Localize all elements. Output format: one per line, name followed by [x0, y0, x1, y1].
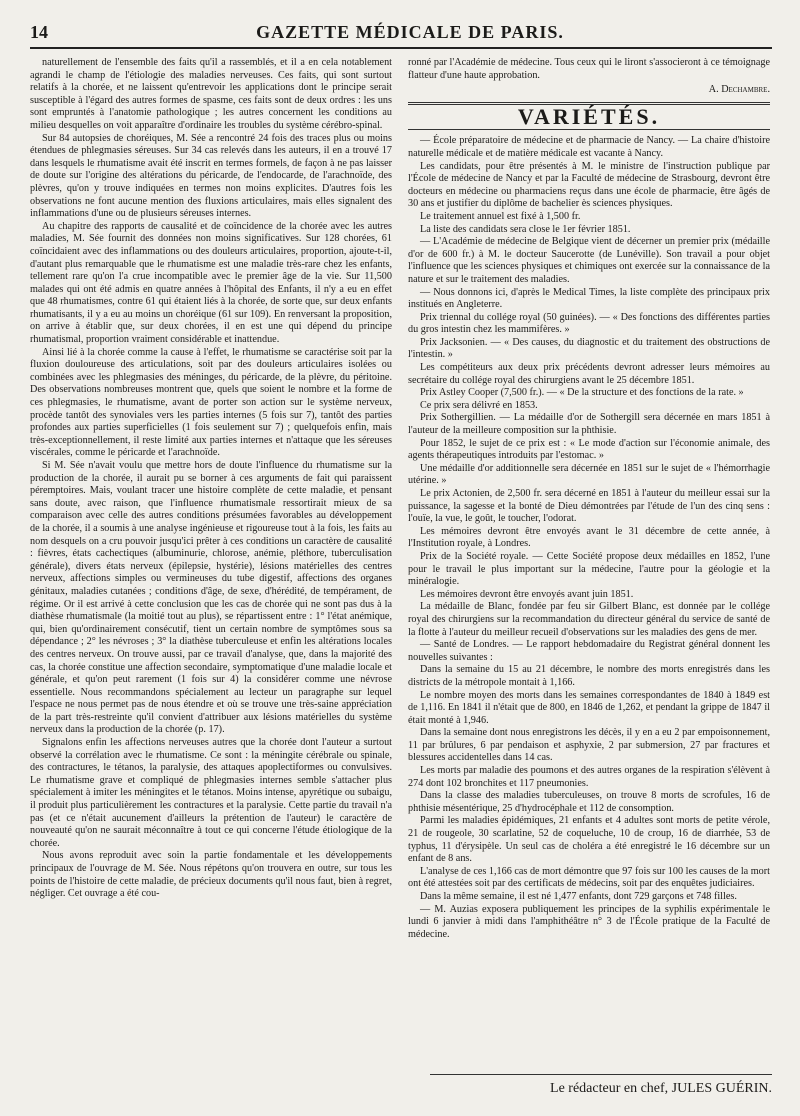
- paragraph: Prix Astley Cooper (7,500 fr.). — « De la structure et des fonctions de la rate. »: [420, 387, 744, 399]
- right-column: [408, 57, 770, 941]
- paragraph: Les candidats, pour être présentés à M. le ministre de l'instruction publique par l'École de médecine de Nancy et par la Faculté de médecine de Strasbourg, devront être docteurs en médecine ou pharmaciens reçus dans une école de pharmacie, être âgés de 30 ans et justifier du diplôme de bachelier ès sciences physiques.: [408, 160, 770, 210]
- page-number: 14: [30, 22, 48, 42]
- paragraph: naturellement de l'ensemble des faits qu'il a rassemblés, et il a en cela notablement agrandi le champ de l'étiologie des maladies nerveuses. Ces faits, qui sont surtout relatifs à la chorée, et ne laissent qu'entrevoir les applications dont le principe serait susceptible à l'égard des autres formes de spasme, ces faits sont de deux ordres : les uns sont empruntés à l'anatomie pathologique ; les autres concernent les conditions au milieu desquelles on voit apparaître d'ordinaire les troubles du système cérébro-spinal.: [30, 57, 392, 131]
- paragraph: Ainsi lié à la chorée comme la cause à l'effet, le rhumatisme se caractérise soit par la fluxion douloureuse des articulations, soit par des douleurs articulaires isolées ou combinées avec les phlegmasies des méninges, du péricarde, de la plèvre, du péritoine. Des observations nombreuses montrent que, quels que soient le nombre et la forme de ces phlegmasies, le rhumatisme, avant de porter son action sur le système nerveux, procède tantôt des synoviales vers les parties internes (5 fois sur 7), tantôt des parties profondes aux parties superficielles (1 fois seulement sur 7) ; quelquefois enfin, mais très-exceptionnellement, il reste limité aux parties internes et n'attaque que les séreuses viscérales, comme le péricarde et l'arachnoïde.: [30, 346, 392, 459]
- paragraph: Si M. Sée n'avait voulu que mettre hors de doute l'influence du rhumatisme sur la production de la chorée, il aurait pu se borner à ces arguments de fait qui paraissent péremptoires. Mais, voulant tracer une histoire complète de cette maladie, et pensant sans doute, avec raison, que l'influence rhumatismale ressortirait mieux de sa comparaison avec celle des autres conditions présumées favorables au développement de la chorée, il a soumis à une analyse ingénieuse et rigoureuse tout à la fois, les faits au nom desquels on a cru pouvoir jusqu'ici prêter à ces conditions un caractère de causalité : fièvres, états cachectiques (albuminurie, chlorose, anémie, pléthore, tuberculisation générale), divers états nerveux (épilepsie, hystérie), lésions matérielles des centres nerveux, affections simples ou vermineuses du tube digestif, affections des organes génitaux, maladies cutanées ; conditions d'âge, de sexe, d'hérédité, de tempérament, de régime. Or il est arrivé à cette conclusion que les cas de chorée qui ne sont pas dus à la diathèse rhumatismale (la moitié tout au plus), se répartissent entre : 1° l'état anémique, qui, bien qu'ordinairement consécutif, tient un certain nombre de symptômes sous sa dépendance ; 2° les névroses ; 3° la diathèse tuberculeuse et enfin les altérations locales des centres nerveux. On trouve aussi, par ce travail d'analyse, que, dans la majorité des cas, la chorée constitue une affection secondaire, symptomatique d'une maladie locale et générale, et qu'on peut rarement (1 fois sur 4) la considérer comme une névrose essentielle. Nous recommandons spécialement au lecteur un paragraphe sur lequel l'espace ne nous permet pas de nous étendre et où se trouve une très-saine appréciation de la part très-restreinte qu'il convient d'attribuer aux lésions matérielles du système nerveux dans la production de la chorée (p. 17).: [30, 460, 392, 736]
- paragraph: Les morts par maladie des poumons et des autres organes de la respiration s'élèvent à 274 dont 102 bronchites et 117 pneumonies.: [408, 765, 770, 789]
- review-conclusion: ronné par l'Académie de médecine. Tous ceux qui le liront s'associeront à ce témoignage flatteur d'une haute approbation.: [408, 57, 770, 81]
- paragraph: Prix triennal du collége royal (50 guinées). — « Des fonctions des différentes parties du gros intestin chez les mammifères. »: [408, 311, 770, 336]
- paragraph: Pour 1852, le sujet de ce prix est : « Le mode d'action sur l'économie animale, des agents thérapeutiques introduits par l'estomac. »: [408, 437, 770, 462]
- paragraph: Nous avons reproduit avec soin la partie fondamentale et les développements principaux de l'ouvrage de M. Sée. Nous répétons qu'on trouvera en outre, sur tous les points de l'histoire de cette maladie, de précieux documents qu'il nous faut, bien à regret, négliger. Cet ouvrage a été cou-: [30, 850, 392, 900]
- journal-title: GAZETTE MÉDICALE DE PARIS.: [256, 22, 564, 42]
- paragraph: Les compétiteurs aux deux prix précédents devront adresser leurs mémoires au secrétaire du collége royal des chirurgiens avant le 25 décembre 1851.: [408, 362, 770, 386]
- paragraph: Prix Sothergillien. — La médaille d'or de Sothergill sera décernée en mars 1851 à l'auteur de la meilleure composition sur la phthisie.: [408, 412, 770, 437]
- paragraph: — M. Auzias exposera publiquement les principes de la syphilis expérimentale le lundi 6 janvier à midi dans l'amphithéâtre n° 3 de l'École pratique de la Faculté de médecine.: [408, 903, 770, 940]
- paragraph: — L'Académie de médecine de Belgique vient de décerner un premier prix (médaille d'or de 600 fr.) à M. le docteur Saucerotte (de Lunéville). Son travail a pour objet l'influence que les sciences physiques et chimiques ont exercée sur la connaissance de la nature et sur le traitement des maladies.: [408, 236, 770, 285]
- paragraph: Prix de la Société royale. — Cette Société propose deux médailles en 1852, l'une pour le travail le plus important sur la médecine, l'autre pour la géologie et la minéralogie.: [408, 550, 770, 588]
- paragraph: — Nous donnons ici, d'après le Medical Times, la liste complète des principaux prix institués en Angleterre.: [408, 286, 770, 311]
- paragraph: Prix Jacksonien. — « Des causes, du diagnostic et du traitement des obstructions de l'intestin. »: [408, 336, 770, 361]
- paragraph: Les mémoires devront être envoyés avant le 31 décembre de cette année, à l'Institution royale, à Londres.: [408, 525, 770, 550]
- paragraph: Dans la semaine dont nous enregistrons les décès, il y en a eu 2 par empoisonnement, 11 par brûlures, 6 par pendaison et asphyxie, 2 par submersion, 27 par fractures et blessures accidentelles dans 14 cas.: [408, 727, 770, 764]
- paragraph: — École préparatoire de médecine et de pharmacie de Nancy. — La chaire d'histoire naturelle médicale et de matière médicale est vacante à Nancy.: [408, 135, 770, 159]
- title-rule: [408, 129, 770, 130]
- paragraph: La médaille de Blanc, fondée par feu sir Gilbert Blanc, est donnée par le collége royal des chirurgiens sur la recommandation du directeur général du service de santé de la flotte à l'auteur du meilleur recueil d'observations sur les maladies des gens de mer.: [408, 601, 770, 638]
- paragraph: Une médaille d'or additionnelle sera décernée en 1851 sur le sujet de « l'hémorrhagie utérine. »: [408, 462, 770, 487]
- paragraph: Ce prix sera délivré en 1853.: [420, 399, 538, 411]
- paragraph: Dans la semaine du 15 au 21 décembre, le nombre des morts enregistrés dans les districts de la métropole montait à 1,166.: [408, 664, 770, 688]
- columns: [30, 57, 772, 941]
- paragraph: Signalons enfin les affections nerveuses autres que la chorée dont l'auteur a surtout observé la corrélation avec le rhumatisme. Ce sont : la méningite cérébrale ou spinale, des contractures, le tétanos, la paralysie, des attaques apoplectiformes ou convulsives. Le rhumatisme grave et compliqué de phlegmasies internes semble s'attacher plus spécialement à imiter les méningites et le tétanos. Moins intense, apyrétique ou subaigu, il produit plus particulièrement les contractures et la paralysie. Cette partie du travail n'a pas (et ce n'était aucunement d'ailleurs la prétention de l'auteur) le caractère de nouveauté qu'on ne saurait méconnaître à tout ce qui concerne l'étude étiologique de la chorée.: [30, 737, 392, 849]
- paragraph: Le nombre moyen des morts dans les semaines correspondantes de 1840 à 1849 est de 1,116. En 1841 il n'était que de 800, en 1846 de 1,262, et pendant la grippe de 1847 il était monté à 1,946.: [408, 689, 770, 726]
- section-title: VARIÉTÉS.: [517, 103, 661, 129]
- paragraph: Les mémoires devront être envoyés avant juin 1851.: [420, 588, 634, 600]
- review-signature: A. Dechambre.: [708, 84, 770, 96]
- paragraph: Dans la même semaine, il est né 1,477 enfants, dont 729 garçons et 748 filles.: [420, 891, 737, 902]
- varietes-body: [408, 135, 770, 941]
- paragraph: Le prix Actonien, de 2,500 fr. sera décerné en 1851 à l'auteur du meilleur essai sur la puissance, la sagesse et la bonté de Dieu démontrées par l'étude de l'un des cinq sens : l'ouïe, la vue, le goût, le toucher, l'odorat.: [408, 488, 770, 525]
- paragraph: Dans la classe des maladies tuberculeuses, on trouve 8 morts de scrofules, 16 de phthisie mésentérique, 25 d'hydrocéphale et 112 de consomption.: [408, 790, 770, 814]
- paragraph: La liste des candidats sera close le 1er février 1851.: [420, 223, 631, 235]
- left-column: [30, 57, 392, 941]
- paragraph: Au chapitre des rapports de causalité et de coïncidence de la chorée avec les autres maladies, M. Sée fournit des données non moins significatives. Sur 128 chorées, 61 coïncidaient avec des inflammations ou des douleurs articulaires, proportion, ajoute-t-il, d'autant plus remarquable que le rhumatisme est une maladie très-rare chez les enfants, tellement rare qu'on l'a crue incompatible avec le premier âge de la vie. Sur 11,500 malades qui ont été admis en quatre années à l'hôpital des Enfants, il n'y a eu en effet que 48 rhumatismes, contre 61 qui étaient liés à la chorée, de sorte que, sur deux enfants rhumatisants, il y a eu au moins un choréique (61 sur 109). En renversant la proposition, on arrive à établir que, sur deux chorées, il en est une qui dépend du principe rhumatismal, proportion vraiment considérable et inattendue.: [30, 220, 392, 346]
- paragraph: Sur 84 autopsies de choréiques, M. Sée a rencontré 24 fois des traces plus ou moins étendues de phlegmasies séreuses. Sur 34 cas relevés dans les auteurs, il en a trouvé 17 dans lesquels le rhumatisme avait été inscrit en termes formels, de façon à ne pas laisser de doute sur l'origine des altérations du péricarde, de l'endocarde, de l'arachnoïde, des plèvres, qu'on y trouve indiquées en termes non moins explicites. D'autres fois les observations ne font aucune mention des fluxions articulaires, mais elles signalent des inflammations d'une ou de plusieurs séreuses internes.: [30, 132, 392, 220]
- paragraph: Parmi les maladies épidémiques, 21 enfants et 4 adultes sont morts de petite vérole, 21 de rougeole, 30 scarlatine, 52 de coqueluche, 10 de croup, 16 de diarrhée, 53 de typhus, 11 d'érysipèle. Un seul cas de choléra a été enregistré le 16 décembre sur un enfant de 8 ans.: [408, 815, 770, 865]
- paragraph: Le traitement annuel est fixé à 1,500 fr.: [420, 210, 581, 222]
- page-header: [30, 22, 772, 49]
- editor-footer: Le rédacteur en chef, JULES GUÉRIN.: [430, 1074, 772, 1097]
- paragraph: — Santé de Londres. — Le rapport hebdomadaire du Registrat général donnent les nouvelles suivantes :: [408, 639, 770, 663]
- paragraph: L'analyse de ces 1,166 cas de mort démontre que 97 fois sur 100 les causes de la mort ont été attestées soit par des certificats de médecins, soit par des enquêtes judiciaires.: [408, 865, 770, 890]
